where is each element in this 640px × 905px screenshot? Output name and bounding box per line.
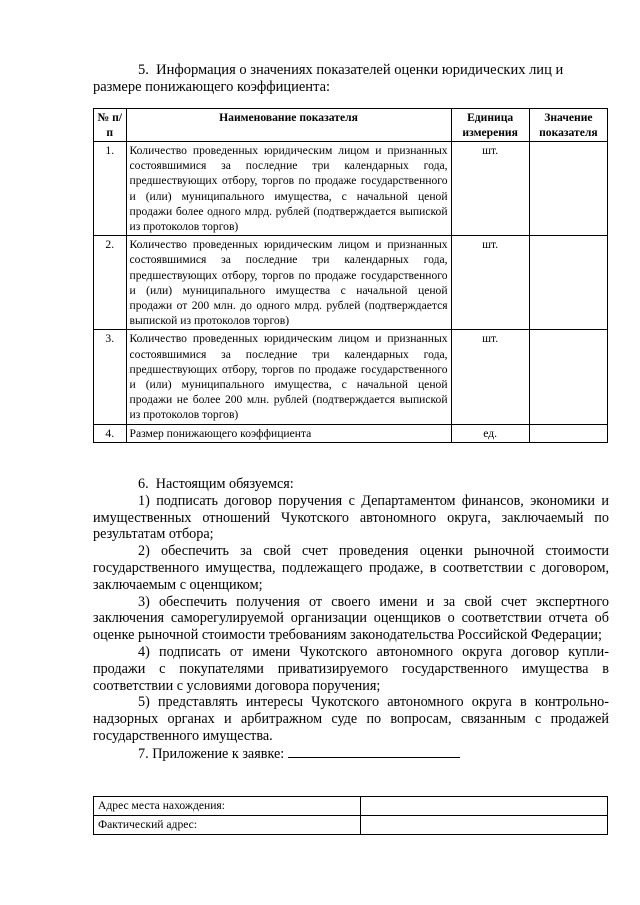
row-value[interactable] <box>529 330 607 424</box>
header-unit: Единица измерения <box>451 109 529 142</box>
obligation-item: 4) подписать от имени Чукотского автономного округа договор купли-продажи с покупателями приватизируемого государственного имущества в соответствии с условиями договора поручения; <box>93 643 609 694</box>
row-unit: ед. <box>451 424 529 442</box>
row-value[interactable] <box>529 236 607 330</box>
section-5-heading-line1: 5. Информация о значениях показателей оценки юридических лиц и <box>138 62 564 78</box>
row-num: 3. <box>94 330 127 424</box>
actual-address-label: Фактический адрес: <box>94 816 361 835</box>
section-7-line <box>93 745 609 763</box>
obligation-item: 1) подписать договор поручения с Департаментом финансов, экономики и имущественных отношений Чукотского автономного округа, заключаемый по результатам отбора; <box>93 492 609 543</box>
table-row <box>94 797 608 816</box>
section-5-heading-line2: размере понижающего коэффициента: <box>93 79 331 95</box>
header-num: № п/п <box>94 109 127 142</box>
row-value[interactable] <box>529 142 607 236</box>
obligations-section <box>93 476 609 763</box>
table-header-row <box>94 109 608 142</box>
attachment-blank-line[interactable] <box>288 745 460 758</box>
row-name: Количество проведенных юридическим лицом и признанных состоявшимися за последние три календарных года, предшествующих отбору, торгов по продаже государственного и (или) муниципального имущества с начальной ценой продажи от 200 млн. до одного млрд. рублей (подтверждается выпиской из протоколов торгов) <box>126 236 451 330</box>
table-row <box>94 424 608 442</box>
section-7-title: 7. Приложение к заявке: <box>138 745 285 762</box>
table-row <box>94 330 608 424</box>
obligation-item: 5) представлять интересы Чукотского автономного округа в контрольно-надзорных органах и арбитражном суде по вопросам, связанным с продажей государственного имущества. <box>93 694 609 744</box>
table-row <box>94 142 608 236</box>
legal-address-value[interactable] <box>361 797 608 816</box>
obligation-item: 3) обеспечить получения от своего имени и за свой счет экспертного заключения саморегулируемой организации оценщиков о соответствии отчета об оценке рыночной стоимости требованиям законодательства Российской Федерации; <box>93 593 609 644</box>
row-value[interactable] <box>529 424 607 442</box>
actual-address-value[interactable] <box>361 816 608 835</box>
row-name: Размер понижающего коэффициента <box>126 424 451 442</box>
table-row <box>94 816 608 835</box>
row-num: 4. <box>94 424 127 442</box>
row-unit: шт. <box>451 236 529 330</box>
obligation-item: 2) обеспечить за свой счет проведения оценки рыночной стоимости государственного имущества, подлежащего продаже, в соответствии с договором, заключаемым с оценщиком; <box>93 543 609 593</box>
row-name: Количество проведенных юридическим лицом и признанных состоявшимися за последние три календарных года, предшествующих отбору, торгов по продаже государственного и (или) муниципального имущества, с начальной ценой продажи не более 200 млн. рублей (подтверждается выпиской из протоколов торгов) <box>126 330 451 424</box>
row-unit: шт. <box>451 330 529 424</box>
row-num: 1. <box>94 142 127 236</box>
header-name: Наименование показателя <box>126 109 451 142</box>
indicators-table <box>93 108 608 443</box>
legal-address-label: Адрес места нахождения: <box>94 797 361 816</box>
section-6-title: 6. Настоящим обязуемся: <box>138 476 294 492</box>
section-5-heading <box>93 62 608 96</box>
row-num: 2. <box>94 236 127 330</box>
header-value: Значение показателя <box>529 109 607 142</box>
address-table <box>93 796 608 835</box>
row-unit: шт. <box>451 142 529 236</box>
table-row <box>94 236 608 330</box>
row-name: Количество проведенных юридическим лицом и признанных состоявшимися за последние три календарных года, предшествующих отбору, торгов по продаже государственного и (или) муниципального имущества, с начальной ценой продажи более одного млрд. рублей (подтверждается выпиской из протоколов торгов) <box>126 142 451 236</box>
